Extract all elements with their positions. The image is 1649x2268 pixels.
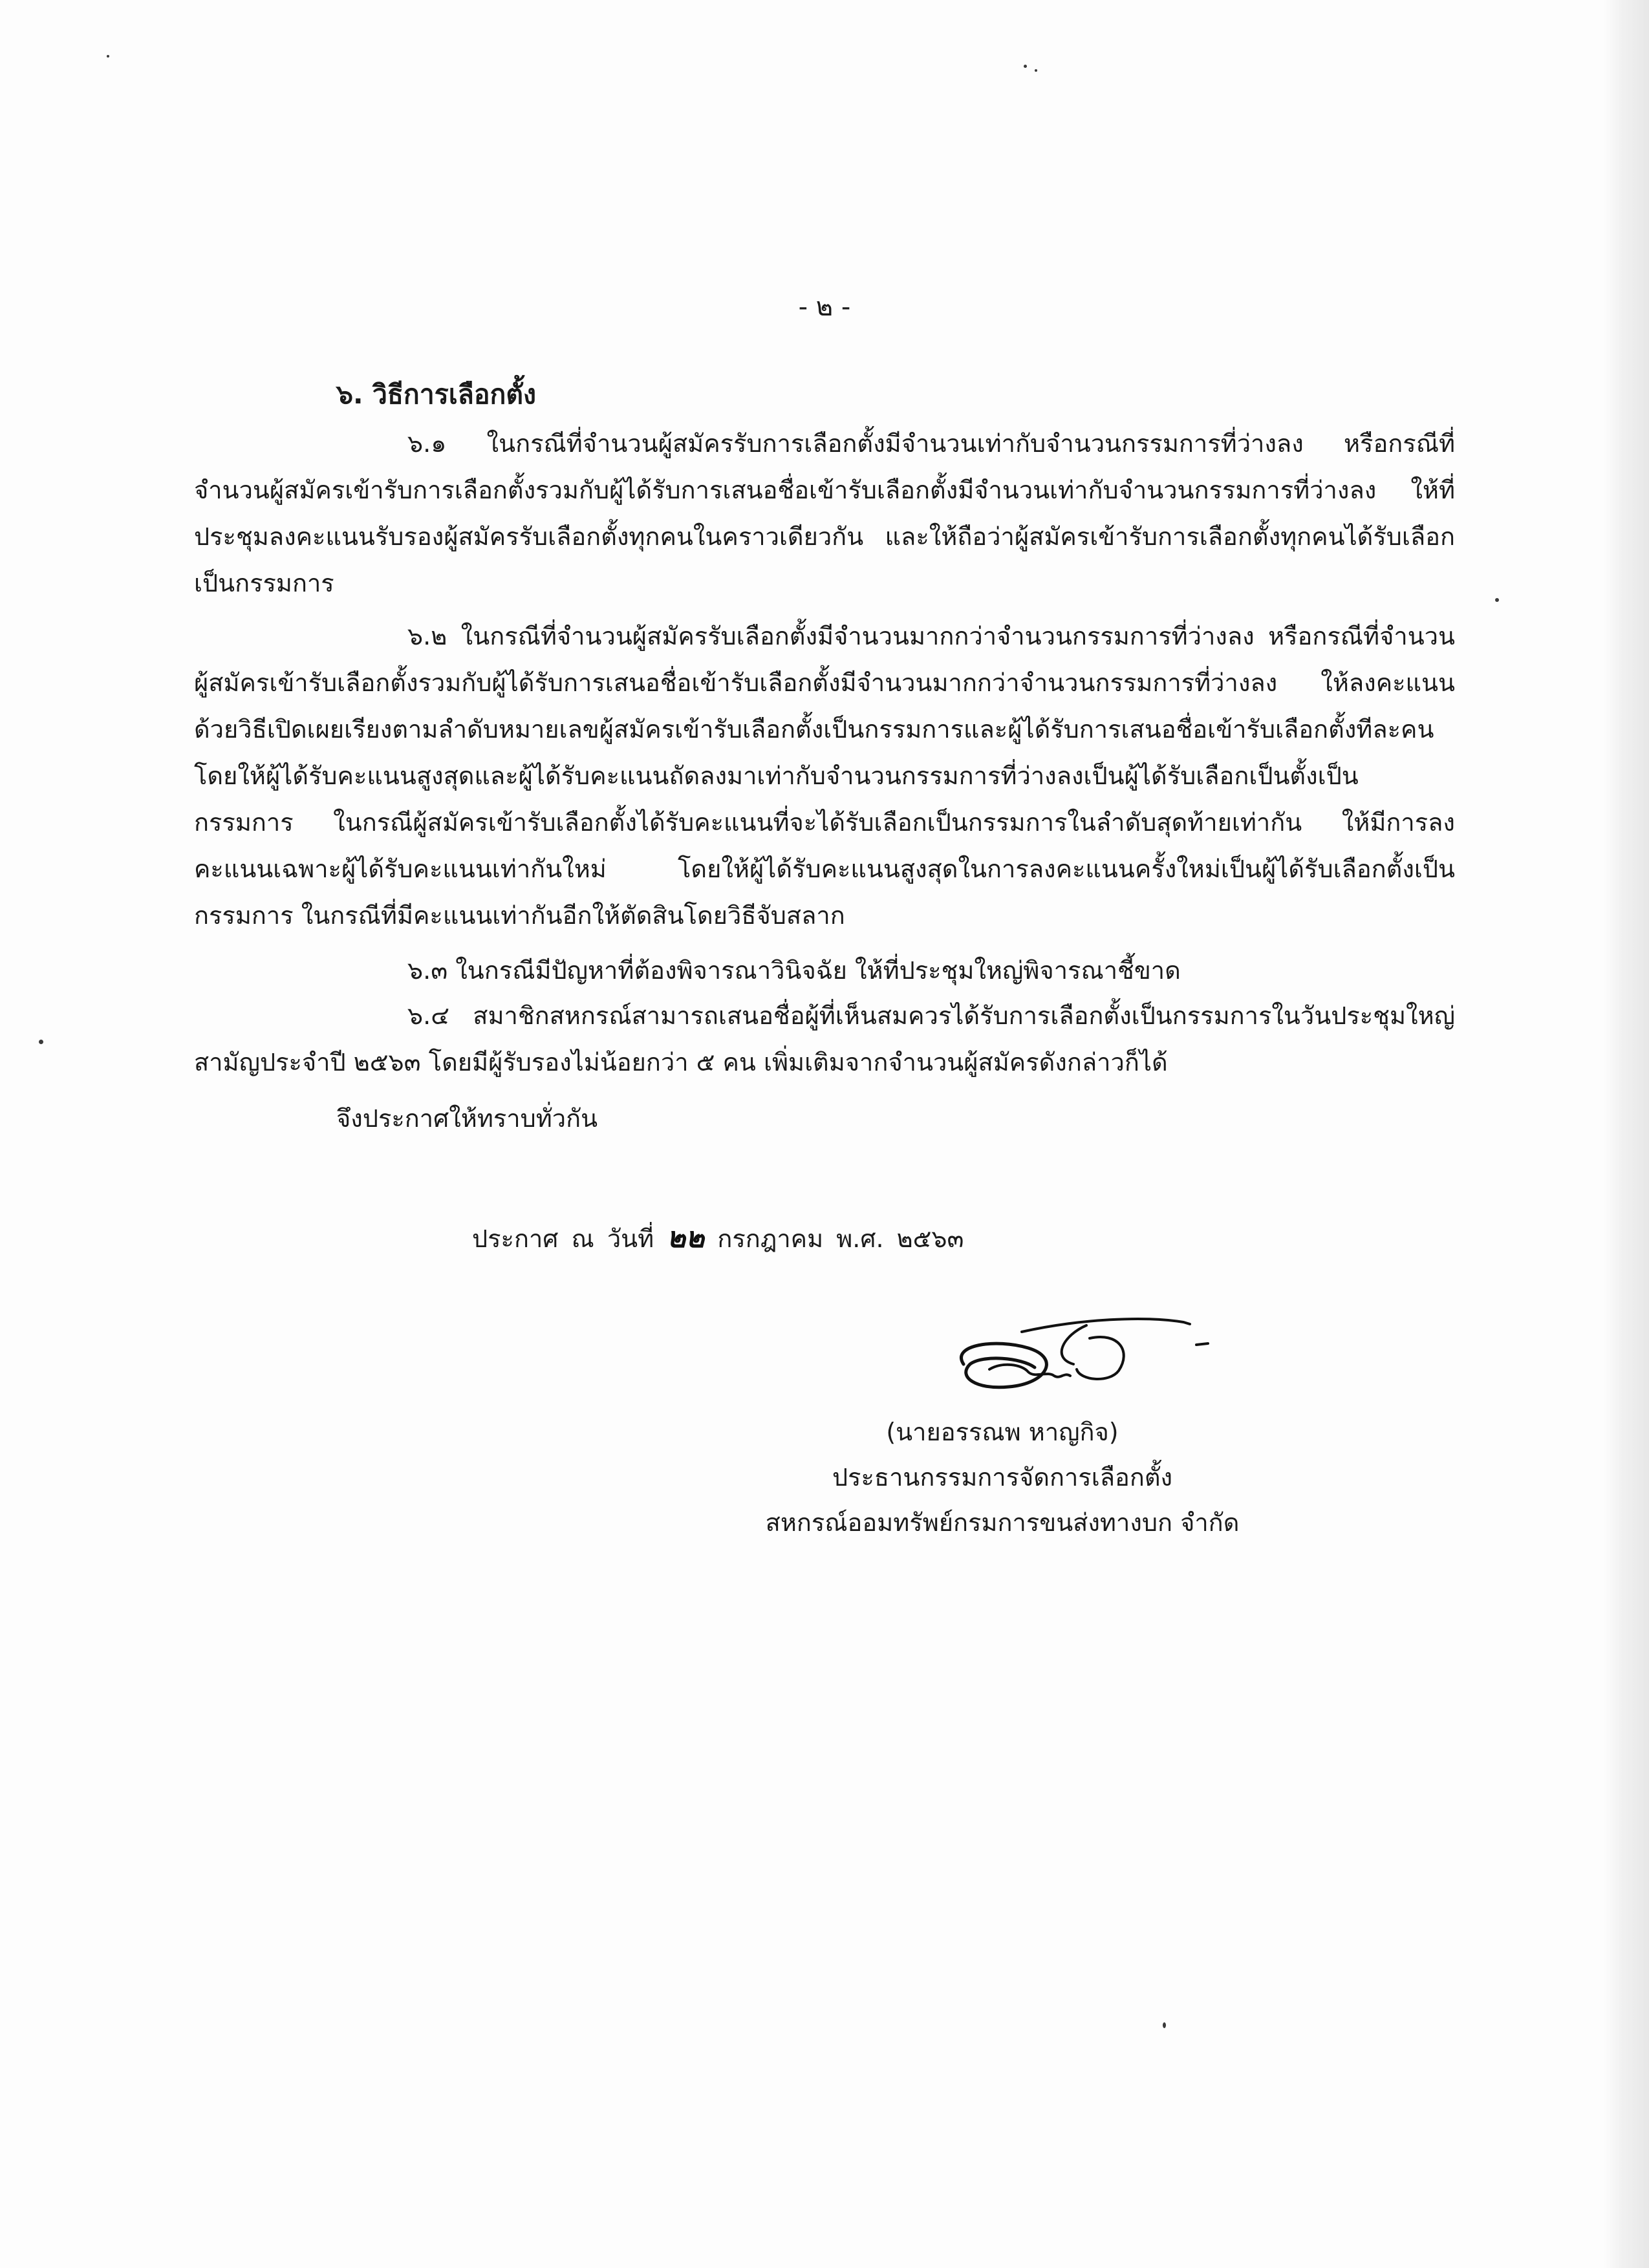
paragraph-text: ๖.๒ ในกรณีที่จำนวนผู้สมัครรับเลือกตั้งมีจำนวนมากกว่าจำนวนกรรมการที่ว่างลง หรือกรณีที่จำนวนผู้สมัครเข้ารับเลือกตั้งรวมกับผู้ได้รับการเสนอชื่อเข้ารับเลือกตั้งมีจำนวนมากกว่าจำนวนกรรมการที่ว่างลง ให้ลงคะแนนด้วยวิธีเปิดเผยเรียงตามลำดับหมายเลขผู้สมัครเข้ารับเลือกตั้งเป็นกรรมการและผู้ได้รับการเสนอชื่อเข้ารับเลือกตั้งทีละคน โดยให้ผู้ได้รับคะแนนสูงสุดและผู้ได้รับคะแนนถัดลงมาเท่ากับจำนวนกรรมการที่ว่างลงเป็นผู้ได้รับเลือกเป็นตั้งเป็นกรรมการ ในกรณีผู้สมัครเข้ารับเลือกตั้งได้รับคะแนนที่จะได้รับเลือกเป็นกรรมการในลำดับสุดท้ายเท่ากัน ให้มีการลงคะแนนเฉพาะผู้ได้รับคะแนนเท่ากันใหม่ โดยให้ผู้ได้รับคะแนนสูงสุดในการลงคะแนนครั้งใหม่เป็นผู้ได้รับเลือกตั้งเป็นกรรมการ ในกรณีที่มีคะแนนเท่ากันอีกให้ตัดสินโดยวิธีจับสลาก xyxy=(194,622,1455,930)
paragraph-6-4 xyxy=(194,992,1455,1086)
scan-speck xyxy=(1035,69,1037,72)
announcement-prefix: ประกาศ ณ วันที่ xyxy=(472,1225,654,1253)
closing-statement: จึงประกาศให้ทราบทั่วกัน xyxy=(336,1104,598,1133)
paragraph-text: ๖.๓ ในกรณีมีปัญหาที่ต้องพิจารณาวินิจฉัย ให้ที่ประชุมใหญ่พิจารณาชี้ขาด xyxy=(407,956,1181,985)
announcement-date xyxy=(472,1219,964,1258)
announcement-month-year: กรกฎาคม พ.ศ. ๒๕๖๓ xyxy=(717,1225,964,1253)
paragraph-text: ๖.๔ สมาชิกสหกรณ์สามารถเสนอชื่อผู้ที่เห็นสมควรได้รับการเลือกตั้งเป็นกรรมการในวันประชุมใหญ่สามัญประจำปี ๒๕๖๓ โดยมีผู้รับรองไม่น้อยกว่า ๕ คน เพิ่มเติมจากจำนวนผู้สมัครดังกล่าวก็ได้ xyxy=(194,1001,1455,1076)
page-number: - ๒ - xyxy=(798,292,851,322)
paragraph-6-2 xyxy=(194,613,1455,939)
scan-speck xyxy=(107,55,109,58)
signer-title: ประธานกรรมการจัดการเลือกตั้ง xyxy=(832,1463,1173,1492)
signature-image xyxy=(925,1300,1222,1409)
paragraph-text: ๖.๑ ในกรณีที่จำนวนผู้สมัครรับการเลือกตั้งมีจำนวนเท่ากับจำนวนกรรมการที่ว่างลง หรือกรณีที่จำนวนผู้สมัครเข้ารับการเลือกตั้งรวมกับผู้ได้รับการเสนอชื่อเข้ารับเลือกตั้งมีจำนวนเท่ากับจำนวนกรรมการที่ว่างลง ให้ที่ประชุมลงคะแนนรับรองผู้สมัครรับเลือกตั้งทุกคนในคราวเดียวกัน และให้ถือว่าผู้สมัครเข้ารับการเลือกตั้งทุกคนได้รับเลือกเป็นกรรมการ xyxy=(194,429,1455,597)
signer-organization: สหกรณ์ออมทรัพย์กรมการขนส่งทางบก จำกัด xyxy=(765,1508,1240,1537)
section-heading: ๖. วิธีการเลือกตั้ง xyxy=(336,379,537,410)
handwritten-day: ๒๒ xyxy=(667,1221,705,1254)
paragraph-6-3 xyxy=(194,947,1455,994)
signer-name: (นายอรรณพ หาญกิจ) xyxy=(886,1418,1119,1446)
scanner-edge xyxy=(1604,0,1649,2268)
paragraph-6-1 xyxy=(194,420,1455,606)
scan-speck xyxy=(39,1040,43,1044)
scan-speck xyxy=(1024,65,1027,68)
scan-speck xyxy=(1163,2022,1166,2028)
scan-speck xyxy=(1495,598,1499,602)
